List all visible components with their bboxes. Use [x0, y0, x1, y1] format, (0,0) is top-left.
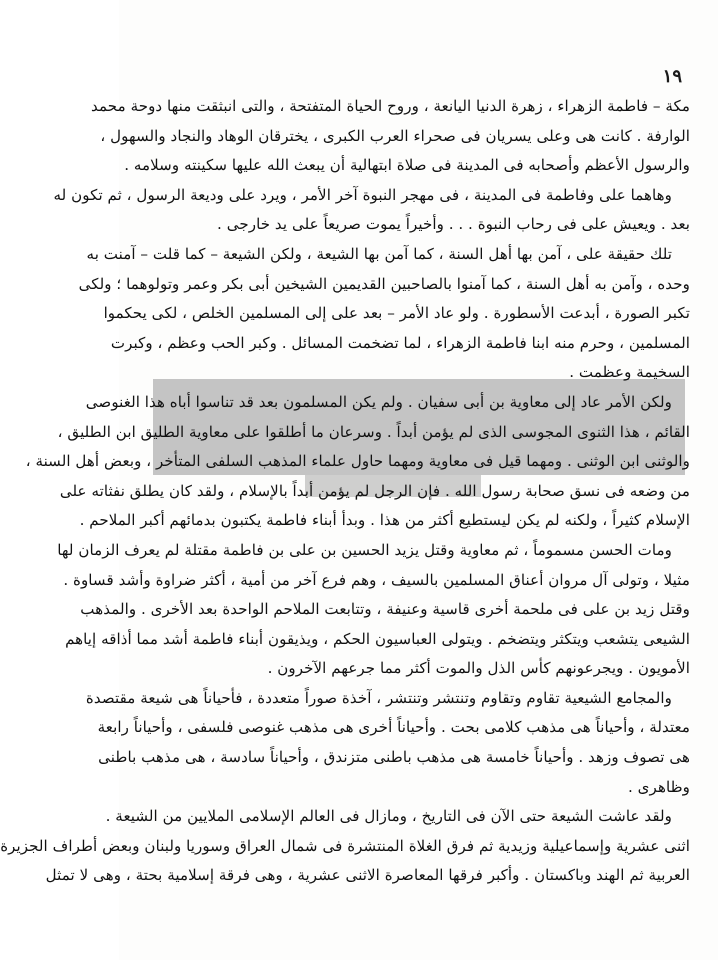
paragraph-4 — [25, 388, 690, 536]
paragraph-6 — [85, 684, 690, 802]
paragraph-1 — [91, 92, 690, 181]
paragraph-7 — [0, 802, 690, 891]
text-line: بعد . ويعيش على فى رحاب النبوة . . . وأخيراً يموت صريعاً على يد خارجى . — [217, 215, 690, 234]
text-line: الوارفة . كانت هى وعلى يسريان فى صحراء العرب الكبرى ، يخترقان الوهاد والنجاد والسهول ، — [100, 126, 690, 145]
text-line: وهاهما على وفاطمة فى المدينة ، فى مهجر النبوة آخر الأمر ، ويرد على وديعة الرسول ، ثم تكون له — [53, 185, 672, 204]
text-line: مكة – فاطمة الزهراء ، زهرة الدنيا اليانعة ، وروح الحياة المتفتحة ، والتى انبثقت منها دوحة محمد — [91, 97, 690, 115]
text-line: وقتل زيد بن على فى ملحمة أخرى قاسية وعنيفة ، وتتابعت الملاحم الواحدة بعد الأخرى . والمذهب — [80, 600, 690, 619]
text-line: ولقد عاشت الشيعة حتى الآن فى التاريخ ، ومازال فى العالم الإسلامى الملايين من الشيعة . — [105, 807, 672, 826]
text-line: هى تصوف وزهد . وأحياناً خامسة هى مذهب باطنى متزندق ، وأحياناً سادسة ، هى مذهب باطنى — [98, 748, 690, 767]
text-line: الأمويون . ويجرعونهم كأس الذل والموت أكثر مما جرعهم الآخرون . — [267, 659, 690, 678]
paragraph-2 — [53, 181, 690, 240]
text-line: معتدلة ، وأحياناً هى مذهب كلامى بحت . وأحياناً أخرى هى مذهب غنوصى فلسفى ، وأحياناً رابعة — [97, 718, 690, 737]
text-line: اثنى عشرية وإسماعيلية وزيدية ثم فرق الغلاة المنتشرة فى شمال العراق وسوريا ولبنان وبعض أطراف الجزيرة — [0, 836, 690, 855]
text-line: والوثنى ابن الوثنى . ومهما قيل فى معاوية ومهما حاول علماء المذهب السلفى المتأخر ، وبعض أهل السنة ، — [25, 452, 690, 471]
text-line: المسلمين ، وحرم منه ابنا فاطمة الزهراء ، لما تضخمت المسائل . وكبر الحب وعظم ، وكبرت — [110, 333, 690, 352]
text-line: مثيلا ، وتولى آل مروان أعناق المسلمين بالسيف ، وهم فرع آخر من أمية ، أكثر ضراوة وأشد قساوة . — [63, 570, 690, 589]
text-line: الإسلام كثيراً ، ولكنه لم يكن ليستطيع أكثر من هذا . وبدأ أبناء فاطمة يكتبون بدمائهم أكبر الملاحم . — [79, 511, 690, 530]
text-line: والرسول الأعظم وأصحابه فى المدينة فى صلاة ابتهالية أن يبعث الله عليها سكينته وسلامه . — [124, 156, 690, 175]
page-number: ١٩ — [662, 66, 682, 87]
text-line: والمجامع الشيعية تقاوم وتقاوم وتنتشر وتنتشر ، آخذة صوراً متعددة ، فأحياناً هى شيعة مقتصدة — [85, 688, 672, 707]
text-line: ومات الحسن مسموماً ، ثم معاوية وقتل يزيد الحسين بن على بن فاطمة مقتلة لم يعرف الزمان لها — [57, 540, 672, 559]
text-line: وحده ، وآمن به أهل السنة ، كما آمنوا بالصاحبين القديمين الشيخين أبى بكر وعمر وتولوهما ؛ ولكى — [78, 274, 690, 293]
body-text — [0, 92, 690, 891]
text-line: ولكن الأمر عاد إلى معاوية بن أبى سفيان . ولم يكن المسلمون بعد قد تناسوا أباه هذا الغنوصى — [85, 392, 672, 411]
text-line: القائم ، هذا الثنوى المجوسى الذى لم يؤمن أبداً . وسرعان ما أطلقوا على معاوية الطليق ابن الطليق ، — [57, 422, 690, 441]
paragraph-3 — [78, 240, 690, 388]
text-line: من وضعه فى نسق صحابة رسول الله . فإن الرجل لم يؤمن أبداً بالإسلام ، ولقد كان يطلق نفثاته على — [59, 481, 690, 500]
paragraph-5 — [57, 536, 690, 684]
text-line: تكبر الصورة ، أبدعت الأسطورة . ولو عاد الأمر – بعد على إلى المسلمين الخلص ، لكى يحكموا — [103, 304, 690, 323]
text-line: العربية ثم الهند وباكستان . وأكبر فرقها المعاصرة الاثنى عشرية ، وهى فرقة إسلامية بحتة ، وهى لا تمثل — [45, 866, 690, 885]
text-line: الشيعى يتشعب ويتكثر ويتضخم . ويتولى العباسيون الحكم ، ويذيقون أبناء فاطمة أشد مما أذاقه إياهم — [65, 629, 690, 648]
text-line: وظاهرى . — [628, 777, 690, 796]
text-line: السخيمة وعظمت . — [569, 363, 690, 382]
text-line: تلك حقيقة على ، آمن بها أهل السنة ، كما آمن بها الشيعة ، ولكن الشيعة – كما قلت – آمنت به — [86, 244, 672, 263]
